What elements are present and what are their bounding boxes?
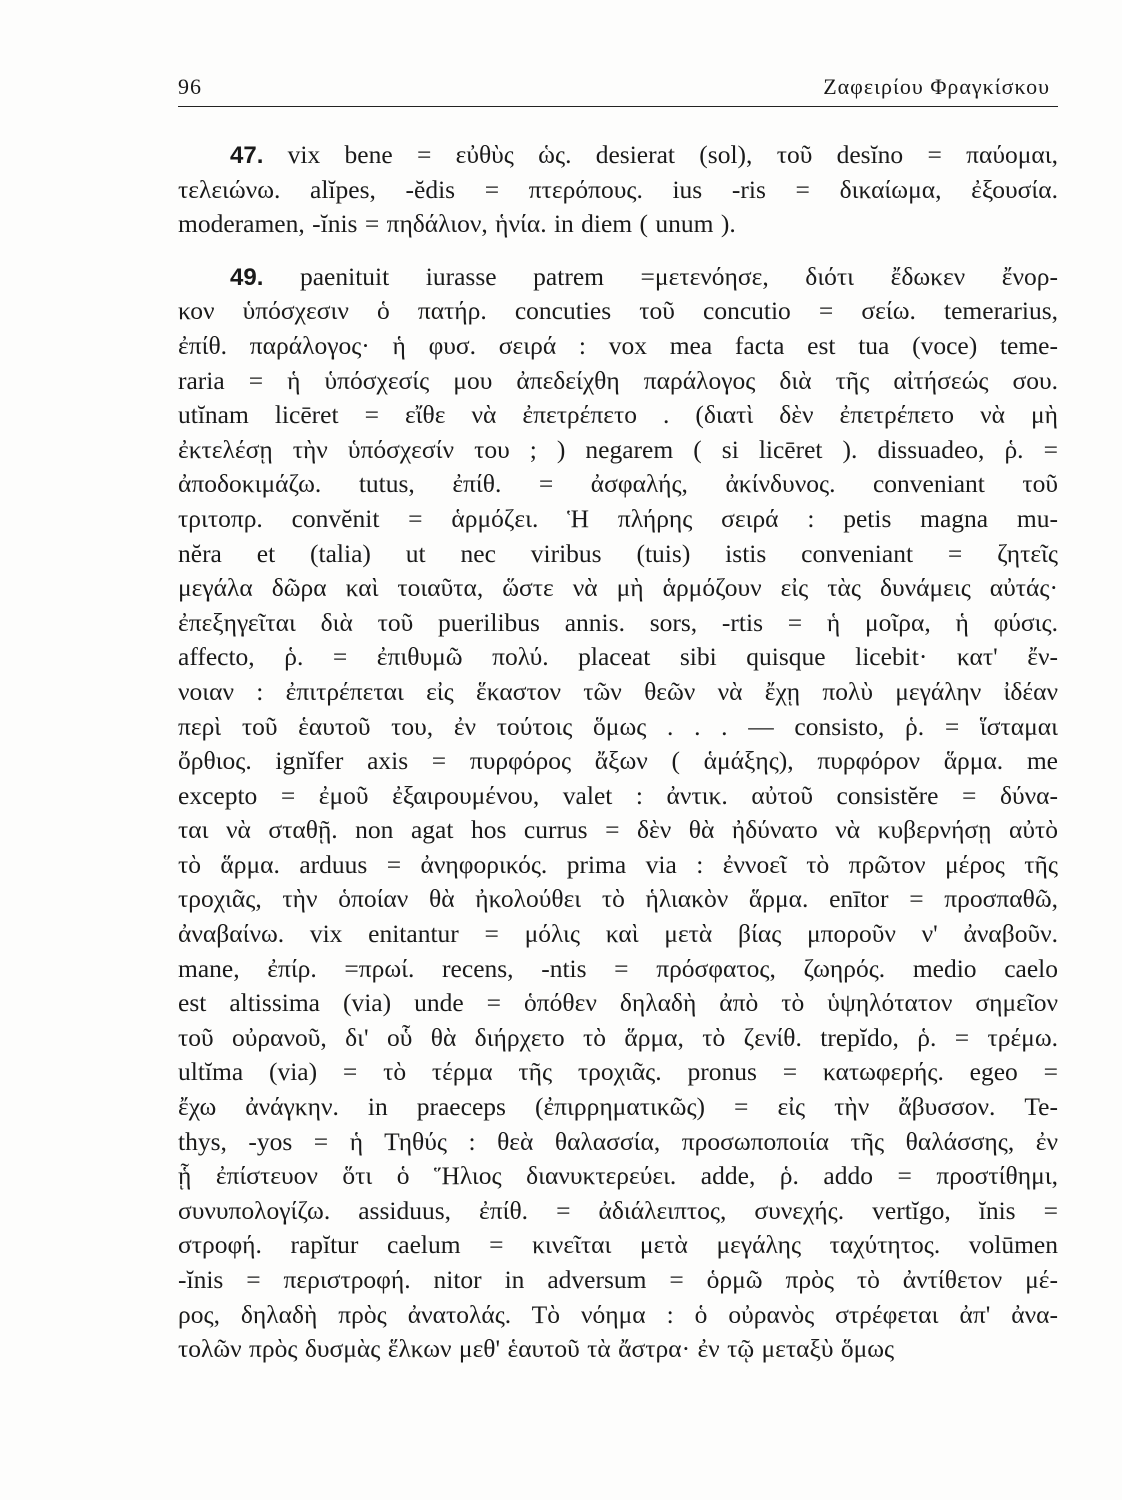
line-text: mane, ἐπίρ. =πρωί. recens, -ntis = πρόσφατος, ζωηρός. medio caelo (178, 953, 1058, 983)
text-line (178, 571, 1058, 606)
line-text: ᾗ ἐπίστευον ὅτι ὁ Ἥλιος διανυκτερεύει. adde, ῥ. addo = προστίθημι, (178, 1161, 1058, 1191)
text-line (178, 744, 1058, 779)
text-line (178, 173, 1058, 208)
line-text: ἐκτελέσῃ τὴν ὑπόσχεσίν του ; ) negarem ( si licēret ). dissuadeo, ῥ. = (178, 434, 1058, 464)
text-line (178, 1055, 1058, 1090)
text-line (178, 813, 1058, 848)
text-line (178, 917, 1058, 952)
text-line (178, 294, 1058, 329)
text-line (178, 882, 1058, 917)
paragraph-number: 49. (230, 263, 264, 291)
line-text: ultĭma (via) = τὸ τέρμα τῆς τροχιᾶς. pronus = κατωφερής. egeo = (178, 1057, 1058, 1087)
line-text: μεγάλα δῶρα καὶ τοιαῦτα, ὥστε νὰ μὴ ἁρμόζουν εἰς τὰς δυνάμεις αὐτάς· (178, 573, 1058, 603)
text-line (178, 1298, 1058, 1333)
text-line (178, 710, 1058, 745)
text-line (178, 329, 1058, 364)
line-text: thys, -yos = ἡ Τηθύς : θεὰ θαλασσία, προσωποποιία τῆς θαλάσσης, ἐν (178, 1126, 1058, 1156)
line-text: στροφή. rapĭtur caelum = κινεῖται μετὰ μεγάλης ταχύτητος. volūmen (178, 1230, 1058, 1260)
text-line (178, 364, 1058, 399)
line-text: τελειώνω. alĭpes, -ĕdis = πτερόπους. ius -ris = δικαίωμα, ἐξουσία. (178, 174, 1058, 204)
text-line (178, 467, 1058, 502)
text-line (178, 537, 1058, 572)
page-body (178, 138, 1058, 1367)
line-text: raria = ἡ ὑπόσχεσίς μου ἀπεδείχθη παράλογος διὰ τῆς αἰτήσεώς σου. (178, 365, 1058, 395)
line-text: moderamen, -ĭnis = πηδάλιον, ἡνία. in diem ( unum ). (178, 209, 736, 239)
paragraph-49 (178, 260, 1058, 1367)
text-line (178, 207, 1058, 242)
text-line (178, 640, 1058, 675)
line-text: utĭnam licēret = εἴθε νὰ ἐπετρέπετο . (διατὶ δὲν ἐπετρέπετο νὰ μὴ (178, 400, 1058, 430)
line-text: κον ὑπόσχεσιν ὁ πατήρ. concuties τοῦ concutio = σείω. temerarius, (178, 296, 1058, 326)
line-text: est altissima (via) unde = ὁπόθεν δηλαδὴ ἀπὸ τὸ ὑψηλότατον σημεῖον (178, 988, 1058, 1018)
line-text: περὶ τοῦ ἑαυτοῦ του, ἐν τούτοις ὅμως . . . — consisto, ῥ. = ἵσταμαι (178, 711, 1058, 741)
line-text: συνυπολογίζω. assiduus, ἐπίθ. = ἀδιάλειπτος, συνεχής. vertĭgo, ĭnis = (178, 1195, 1058, 1225)
line-text: ἔχω ἀνάγκην. in praeceps (ἐπιρρηματικῶς) = εἰς τὴν ἄβυσσον. Te- (178, 1092, 1058, 1122)
line-text: τριτοπρ. convĕnit = ἁρμόζει. Ἡ πλήρης σειρά : petis magna mu- (178, 503, 1058, 533)
text-line (178, 779, 1058, 814)
line-text: τολῶν πρὸς δυσμὰς ἕλκων μεθ' ἑαυτοῦ τὰ ἄστρα· ἐν τῷ μεταξὺ ὅμως (178, 1334, 895, 1364)
text-line (178, 848, 1058, 883)
text-line (178, 986, 1058, 1021)
text-line (178, 260, 1058, 295)
text-line (178, 952, 1058, 987)
paragraph-number: 47. (230, 142, 264, 169)
text-line (178, 1159, 1058, 1194)
line-text: ἀναβαίνω. vix enitantur = μόλις καὶ μετὰ βίας μποροῦν ν' ἀναβοῦν. (178, 919, 1058, 949)
text-line (178, 675, 1058, 710)
line-text: ται νὰ σταθῇ. non agat hos currus = δὲν θὰ ἠδύνατο νὰ κυβερνήσῃ αὐτὸ (178, 815, 1058, 845)
text-line (178, 1021, 1058, 1056)
line-text: vix bene = εὐθὺς ὡς. desierat (sol), τοῦ desĭno = παύομαι, (287, 140, 1058, 169)
text-line (178, 398, 1058, 433)
text-line (178, 1090, 1058, 1125)
line-text: affecto, ῥ. = ἐπιθυμῶ πολύ. placeat sibi quisque licebit· κατ' ἔν- (178, 642, 1058, 672)
text-line (178, 433, 1058, 468)
line-text: τοῦ οὐρανοῦ, δι' οὗ θὰ διήρχετο τὸ ἅρμα, τὸ ζενίθ. trepĭdo, ῥ. = τρέμω. (178, 1022, 1058, 1052)
page-number: 96 (178, 74, 202, 99)
line-text: ρος, δηλαδὴ πρὸς ἀνατολάς. Τὸ νόημα : ὁ οὐρανὸς στρέφεται ἀπ' ἀνα- (178, 1299, 1058, 1329)
text-line (178, 1228, 1058, 1263)
text-line (178, 138, 1058, 173)
text-line (178, 1263, 1058, 1298)
line-text: nĕra et (talia) ut nec viribus (tuis) istis conveniant = ζητεῖς (178, 538, 1058, 568)
text-line (178, 606, 1058, 641)
text-line (178, 1125, 1058, 1160)
line-text: τὸ ἅρμα. arduus = ἀνηφορικός. prima via : ἐννοεῖ τὸ πρῶτον μέρος τῆς (178, 849, 1058, 879)
text-line (178, 1194, 1058, 1229)
running-head: Ζαφειρίου Φραγκίσκου (823, 74, 1050, 99)
text-line (178, 1332, 1058, 1367)
line-text: -ĭnis = περιστροφή. nitor in adversum = ὁρμῶ πρὸς τὸ ἀντίθετον μέ- (178, 1265, 1058, 1294)
text-line (178, 502, 1058, 537)
line-text: excepto = ἐμοῦ ἐξαιρουμένου, valet : ἀντικ. αὐτοῦ consistĕre = δύνα- (178, 780, 1058, 810)
paragraph-47 (178, 138, 1058, 242)
line-text: ὄρθιος. ignĭfer axis = πυρφόρος ἄξων ( ἁμάξης), πυρφόρον ἅρμα. me (178, 746, 1058, 776)
line-text: paenituit iurasse patrem =μετενόησε, διότι ἔδωκεν ἔνορ- (299, 261, 1058, 291)
line-text: ἀποδοκιμάζω. tutus, ἐπίθ. = ἀσφαλής, ἀκίνδυνος. conveniant τοῦ (178, 469, 1058, 499)
line-text: ἐπεξηγεῖται διὰ τοῦ puerilibus annis. sors, -rtis = ἡ μοῖρα, ἡ φύσις. (178, 607, 1058, 637)
page-header (178, 70, 1058, 107)
line-text: τροχιᾶς, τὴν ὁποίαν θὰ ἠκολούθει τὸ ἡλιακὸν ἅρμα. enītor = προσπαθῶ, (178, 884, 1058, 914)
line-text: νοιαν : ἐπιτρέπεται εἰς ἕκαστον τῶν θεῶν νὰ ἔχῃ πολὺ μεγάλην ἰδέαν (178, 676, 1058, 706)
line-text: ἐπίθ. παράλογος· ἡ φυσ. σειρά : vox mea facta est tua (voce) teme- (178, 330, 1058, 360)
